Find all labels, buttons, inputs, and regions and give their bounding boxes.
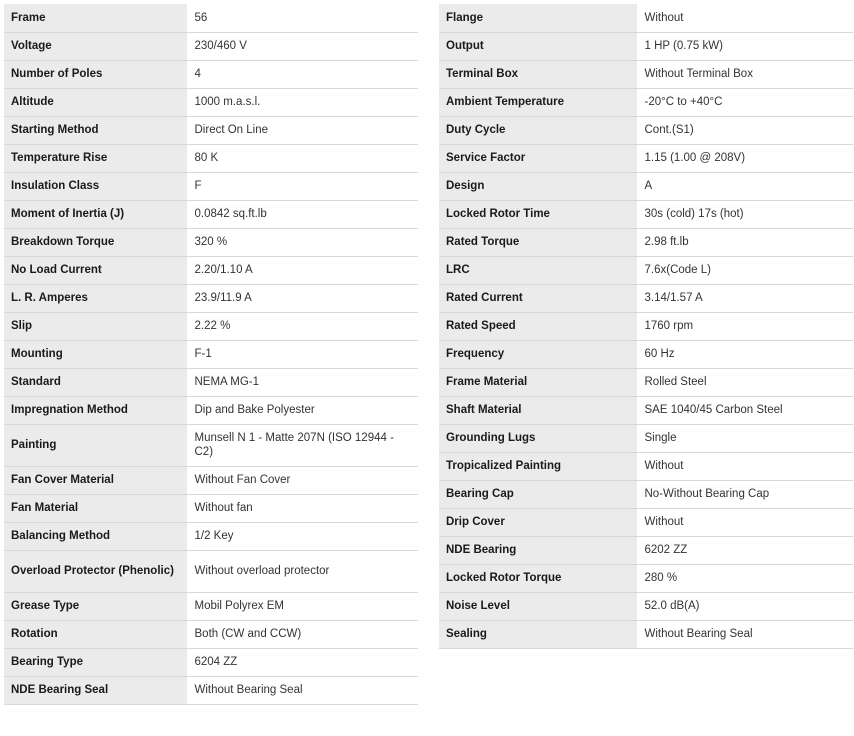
- spec-label: Ambient Temperature: [439, 88, 637, 116]
- spec-row: [439, 284, 853, 312]
- spec-row: [4, 284, 418, 312]
- spec-row: [439, 536, 853, 564]
- spec-value: 6204 ZZ: [187, 648, 418, 676]
- spec-label: Tropicalized Painting: [439, 452, 637, 480]
- spec-value: 2.22 %: [187, 312, 418, 340]
- spec-value: 23.9/11.9 A: [187, 284, 418, 312]
- spec-row: [4, 228, 418, 256]
- spec-label: Fan Material: [4, 494, 187, 522]
- spec-label: L. R. Amperes: [4, 284, 187, 312]
- spec-row: [439, 116, 853, 144]
- spec-value: 7.6x(Code L): [637, 256, 853, 284]
- spec-row: [439, 88, 853, 116]
- spec-value: SAE 1040/45 Carbon Steel: [637, 396, 853, 424]
- spec-row: [4, 424, 418, 466]
- spec-value: 280 %: [637, 564, 853, 592]
- spec-value: 1.15 (1.00 @ 208V): [637, 144, 853, 172]
- spec-value: Without Fan Cover: [187, 466, 418, 494]
- spec-value: 30s (cold) 17s (hot): [637, 200, 853, 228]
- spec-row: [4, 396, 418, 424]
- spec-value: Without Terminal Box: [637, 60, 853, 88]
- spec-row: [4, 368, 418, 396]
- spec-value: NEMA MG-1: [187, 368, 418, 396]
- spec-label: Output: [439, 32, 637, 60]
- spec-row: [4, 144, 418, 172]
- spec-row: [439, 60, 853, 88]
- spec-value: Without overload protector: [187, 550, 418, 592]
- spec-value: Without: [637, 508, 853, 536]
- spec-row: [439, 368, 853, 396]
- spec-label: No Load Current: [4, 256, 187, 284]
- spec-value: Munsell N 1 - Matte 207N (ISO 12944 - C2): [187, 424, 418, 466]
- spec-value: Direct On Line: [187, 116, 418, 144]
- spec-value: F: [187, 172, 418, 200]
- spec-value: A: [637, 172, 853, 200]
- spec-row: [4, 312, 418, 340]
- spec-row: [439, 340, 853, 368]
- spec-label: Frame: [4, 4, 187, 32]
- spec-row: [4, 4, 418, 32]
- spec-label: LRC: [439, 256, 637, 284]
- spec-row: [439, 396, 853, 424]
- spec-row: [4, 116, 418, 144]
- spec-row: [439, 424, 853, 452]
- spec-label: Frame Material: [439, 368, 637, 396]
- spec-row: [4, 466, 418, 494]
- right-spec-table: [439, 4, 853, 649]
- spec-label: Slip: [4, 312, 187, 340]
- spec-row: [4, 60, 418, 88]
- spec-label: Design: [439, 172, 637, 200]
- spec-value: -20°C to +40°C: [637, 88, 853, 116]
- spec-value: 230/460 V: [187, 32, 418, 60]
- spec-row: [439, 172, 853, 200]
- spec-label: Frequency: [439, 340, 637, 368]
- spec-value: 56: [187, 4, 418, 32]
- spec-row: [439, 620, 853, 648]
- spec-value: 1/2 Key: [187, 522, 418, 550]
- spec-value: Dip and Bake Polyester: [187, 396, 418, 424]
- spec-label: Fan Cover Material: [4, 466, 187, 494]
- spec-value: 52.0 dB(A): [637, 592, 853, 620]
- spec-label: Locked Rotor Torque: [439, 564, 637, 592]
- spec-value: 6202 ZZ: [637, 536, 853, 564]
- spec-row: [439, 4, 853, 32]
- spec-row: [439, 256, 853, 284]
- spec-label: NDE Bearing: [439, 536, 637, 564]
- spec-label: Grease Type: [4, 592, 187, 620]
- spec-row: [439, 480, 853, 508]
- spec-row: [4, 676, 418, 704]
- spec-value: Both (CW and CCW): [187, 620, 418, 648]
- spec-label: Service Factor: [439, 144, 637, 172]
- spec-row: [4, 648, 418, 676]
- spec-label: Balancing Method: [4, 522, 187, 550]
- spec-value: 1 HP (0.75 kW): [637, 32, 853, 60]
- spec-value: 60 Hz: [637, 340, 853, 368]
- spec-label: Rotation: [4, 620, 187, 648]
- spec-value: Mobil Polyrex EM: [187, 592, 418, 620]
- spec-label: Impregnation Method: [4, 396, 187, 424]
- spec-value: No-Without Bearing Cap: [637, 480, 853, 508]
- spec-label: Shaft Material: [439, 396, 637, 424]
- spec-row: [4, 550, 418, 592]
- spec-label: Mounting: [4, 340, 187, 368]
- spec-value: 1000 m.a.s.l.: [187, 88, 418, 116]
- spec-row: [4, 494, 418, 522]
- spec-row: [439, 200, 853, 228]
- spec-label: Voltage: [4, 32, 187, 60]
- spec-row: [4, 620, 418, 648]
- spec-row: [439, 452, 853, 480]
- spec-label: Locked Rotor Time: [439, 200, 637, 228]
- spec-value: 0.0842 sq.ft.lb: [187, 200, 418, 228]
- spec-label: Bearing Type: [4, 648, 187, 676]
- spec-row: [439, 228, 853, 256]
- spec-label: Rated Current: [439, 284, 637, 312]
- spec-value: 320 %: [187, 228, 418, 256]
- spec-value: Without Bearing Seal: [637, 620, 853, 648]
- spec-label: Flange: [439, 4, 637, 32]
- spec-value: 3.14/1.57 A: [637, 284, 853, 312]
- spec-label: Drip Cover: [439, 508, 637, 536]
- spec-row: [4, 88, 418, 116]
- spec-value: Without: [637, 452, 853, 480]
- left-spec-table: [4, 4, 418, 705]
- spec-row: [439, 564, 853, 592]
- spec-value: F-1: [187, 340, 418, 368]
- spec-value: Without fan: [187, 494, 418, 522]
- spec-value: Cont.(S1): [637, 116, 853, 144]
- spec-value: 2.98 ft.lb: [637, 228, 853, 256]
- spec-row: [439, 144, 853, 172]
- spec-label: Noise Level: [439, 592, 637, 620]
- spec-row: [439, 32, 853, 60]
- spec-label: Temperature Rise: [4, 144, 187, 172]
- spec-value: 2.20/1.10 A: [187, 256, 418, 284]
- spec-value: Rolled Steel: [637, 368, 853, 396]
- spec-label: Altitude: [4, 88, 187, 116]
- spec-row: [4, 340, 418, 368]
- spec-label: Sealing: [439, 620, 637, 648]
- spec-label: Standard: [4, 368, 187, 396]
- spec-value: 80 K: [187, 144, 418, 172]
- spec-row: [4, 200, 418, 228]
- spec-label: Duty Cycle: [439, 116, 637, 144]
- spec-label: Starting Method: [4, 116, 187, 144]
- spec-row: [439, 508, 853, 536]
- spec-label: Overload Protector (Phenolic): [4, 550, 187, 592]
- spec-row: [4, 592, 418, 620]
- spec-label: Rated Speed: [439, 312, 637, 340]
- spec-value: Without Bearing Seal: [187, 676, 418, 704]
- spec-label: Insulation Class: [4, 172, 187, 200]
- spec-label: Number of Poles: [4, 60, 187, 88]
- spec-value: 1760 rpm: [637, 312, 853, 340]
- spec-label: Moment of Inertia (J): [4, 200, 187, 228]
- spec-label: Terminal Box: [439, 60, 637, 88]
- spec-label: Breakdown Torque: [4, 228, 187, 256]
- spec-row: [4, 32, 418, 60]
- spec-row: [439, 312, 853, 340]
- spec-value: Single: [637, 424, 853, 452]
- spec-row: [439, 592, 853, 620]
- spec-label: Rated Torque: [439, 228, 637, 256]
- spec-label: Bearing Cap: [439, 480, 637, 508]
- spec-value: 4: [187, 60, 418, 88]
- spec-label: Painting: [4, 424, 187, 466]
- spec-label: NDE Bearing Seal: [4, 676, 187, 704]
- spec-row: [4, 256, 418, 284]
- spec-label: Grounding Lugs: [439, 424, 637, 452]
- spec-row: [4, 522, 418, 550]
- spec-row: [4, 172, 418, 200]
- spec-value: Without: [637, 4, 853, 32]
